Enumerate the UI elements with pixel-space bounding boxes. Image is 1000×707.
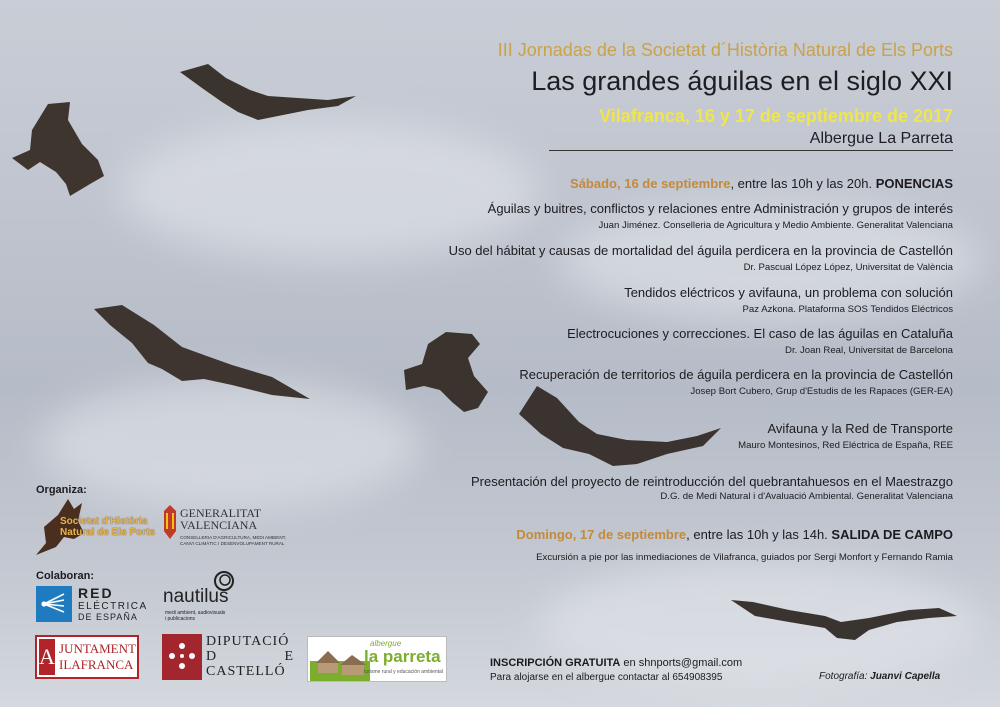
ajuntament-line1: JUNTAMENT: [59, 641, 136, 656]
talk-speaker: Dr. Joan Real, Universitat de Barcelona: [785, 345, 953, 356]
nautilus-sub2: i publicacions: [165, 616, 196, 622]
sunday-description: Excursión a pie por las inmediaciones de Vilafranca, guiados por Sergi Monfort y Fernando Ramia: [536, 552, 953, 563]
sunday-day: Domingo, 17 de septiembre: [516, 527, 687, 542]
talk-speaker: D.G. de Medi Natural i d'Avaluació Ambiental. Generalitat Valenciana: [660, 491, 953, 502]
generalitat-logo: [162, 505, 287, 555]
talk-title: Presentación del proyecto de reintroducción del quebrantahuesos en el Maestrazgo: [470, 474, 953, 489]
diputacio-line3: CASTELLÓ: [206, 664, 286, 679]
ajuntament-av-icon: A: [39, 639, 55, 675]
cloud: [560, 200, 980, 320]
vulture-silhouette: [92, 303, 312, 403]
parreta-small: albergue: [370, 639, 402, 648]
parreta-name: la parreta: [364, 647, 441, 666]
gv-sub2: CANVI CLIMÀTIC I DESENVOLUPAMENT RURAL: [180, 541, 285, 546]
registration-email: en shnports@gmail.com: [620, 657, 743, 669]
colaboran-label: Colaboran:: [36, 570, 95, 582]
vulture-silhouette: [402, 330, 492, 414]
cloud: [120, 120, 540, 260]
registration-label: INSCRIPCIÓN GRATUITA: [490, 657, 621, 669]
shn-line1: Societat d'Història: [60, 516, 148, 527]
talk-speaker: Josep Bort Cubero, Grup d'Estudis de les Rapaces (GER-EA): [690, 386, 953, 397]
nautilus-logo: [163, 570, 243, 630]
talk-title: Recuperación de territorios de águila perdicera en la provincia de Castellón: [519, 367, 953, 382]
photo-credit: [819, 671, 940, 682]
diputacio-logo: [162, 634, 296, 682]
la-parreta-logo: [307, 636, 447, 682]
photo-credit-author: Juanvi Capella: [870, 671, 941, 682]
talk-speaker: Juan Jiménez. Conselleria de Agricultura y Medio Ambiente. Generalitat Valenciana: [598, 220, 953, 231]
farmhouse-icon: [310, 641, 370, 681]
talk-title: Electrocuciones y correcciones. El caso de las águilas en Cataluña: [567, 326, 953, 341]
event-series: III Jornadas de la Societat d´Història Natural de Els Ports: [497, 40, 953, 60]
talk-title: Tendidos eléctricos y avifauna, un problema con solución: [624, 285, 953, 300]
vulture-silhouette: [10, 100, 110, 200]
saturday-hours: , entre las 10h y las 20h.: [730, 176, 876, 191]
vulture-silhouette: [178, 60, 358, 124]
sunday-hours: , entre las 10h y las 14h.: [686, 527, 832, 542]
talk-title: Uso del hábitat y causas de mortalidad del águila perdicera en la provincia de Castellón: [448, 243, 953, 258]
talk-speaker: Paz Azkona. Plataforma SOS Tendidos Eléctricos: [742, 304, 953, 315]
ajuntament-line2: ILAFRANCA: [59, 657, 134, 672]
red-electrica-icon: [36, 586, 72, 622]
gv-line1: GENERALITAT: [180, 506, 262, 520]
red-electrica-logo: [36, 586, 156, 624]
saturday-heading: [570, 176, 953, 191]
sunday-heading: [516, 527, 953, 542]
parreta-sub: turisme rural y educación ambiental: [364, 669, 443, 675]
ree-line3: DE ESPAÑA: [78, 612, 138, 622]
organiza-label: Organiza:: [36, 484, 87, 496]
event-date-place: Vilafranca, 16 y 17 de septiembre de 2017: [599, 106, 953, 126]
shn-line2: Natural de Els Ports: [60, 527, 156, 538]
ree-line1: RED: [78, 585, 114, 601]
gv-sub1: CONSELLERIA D'AGRICULTURA, MEDI AMBIENT,: [180, 535, 287, 540]
lodging-info: Para alojarse en el albergue contactar al 654908395: [490, 672, 723, 683]
talk-title: Águilas y buitres, conflictos y relaciones entre Administración y grupos de interés: [487, 201, 953, 216]
nautilus-sub1: medi ambient, audiovisuals: [165, 610, 226, 616]
ree-line2: ELÉCTRICA: [78, 601, 148, 612]
diputacio-line2a: D: [206, 649, 218, 664]
vulture-silhouette: [729, 596, 959, 642]
gv-line2: VALENCIANA: [180, 518, 258, 532]
diputacio-line1: DIPUTACIÓ: [206, 634, 290, 649]
registration-info: [490, 657, 742, 669]
page-title: Las grandes águilas en el siglo XXI: [531, 66, 953, 96]
shn-logo: [34, 497, 156, 559]
saturday-type: PONENCIAS: [875, 176, 953, 191]
diputacio-emblem-icon: [162, 634, 202, 680]
photo-credit-label: Fotografía:: [819, 671, 871, 682]
nautilus-name: nautilus: [163, 586, 229, 607]
shn-logo-text: [60, 516, 155, 538]
header-divider: [549, 150, 953, 151]
event-venue: Albergue La Parreta: [809, 130, 953, 147]
talk-speaker: Mauro Montesinos, Red Eléctrica de España, REE: [738, 440, 953, 451]
sunday-type: SALIDA DE CAMPO: [831, 527, 953, 542]
diputacio-line2b: E: [284, 649, 294, 664]
ajuntament-logo: [35, 635, 139, 679]
coat-of-arms-icon: [162, 505, 178, 539]
talk-title: Avifauna y la Red de Transporte: [767, 421, 953, 436]
talk-speaker: Dr. Pascual López López, Universitat de València: [743, 262, 953, 273]
saturday-day: Sábado, 16 de septiembre: [570, 176, 731, 191]
